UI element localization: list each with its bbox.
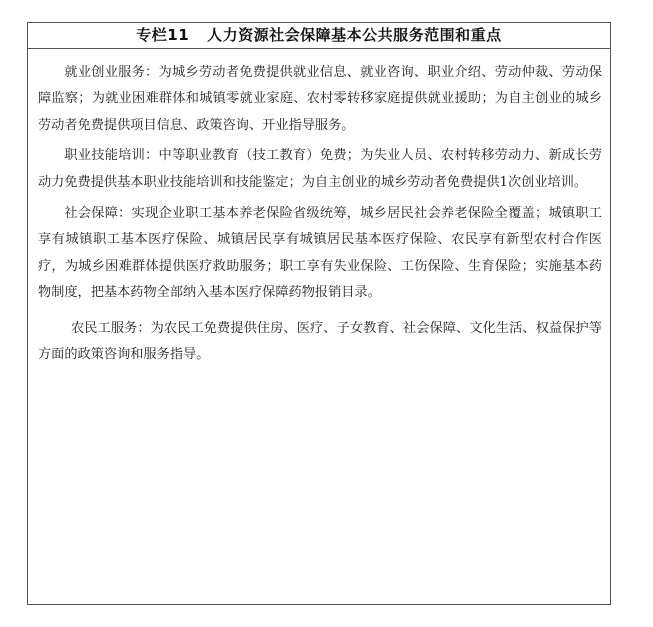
box-title <box>28 23 610 49</box>
paragraph-vocational-training: 职业技能培训：中等职业教育（技工教育）免费；为失业人员、农村转移劳动力、新成长劳动力免费提供基本职业技能培训和技能鉴定；为自主创业的城乡劳动者免费提供1次创业培训。 <box>38 148 602 190</box>
paragraph-migrant-workers: 农民工服务：为农民工免费提供住房、医疗、子女教育、社会保障、文化生活、权益保护等方面的政策咨询和服务指导。 <box>38 320 602 363</box>
paragraph-employment: 就业创业服务：为城乡劳动者免费提供就业信息、就业咨询、职业介绍、劳动仲裁、劳动保障监察；为就业困难群体和城镇零就业家庭、农村零转移家庭提供就业援助；为自主创业的城乡劳动者免费提供项目信息、政策咨询、开业指导服务。 <box>38 65 602 133</box>
box-content <box>28 49 610 368</box>
paragraph-social-security: 社会保障：实现企业职工基本养老保险省级统筹，城乡居民社会养老保险全覆盖；城镇职工享有城镇职工基本医疗保险、城镇居民享有城镇居民基本医疗保险、农民享有新型农村合作医疗，为城乡困难群体提供医疗救助服务；职工享有失业保险、工伤保险、生育保险；实施基本药物制度，把基本药物全部纳入基本医疗保障药物报销目录。 <box>38 206 602 301</box>
box-number: 专栏11 <box>136 26 190 44</box>
info-box <box>27 22 611 605</box>
box-heading: 人力资源社会保障基本公共服务范围和重点 <box>207 26 502 44</box>
